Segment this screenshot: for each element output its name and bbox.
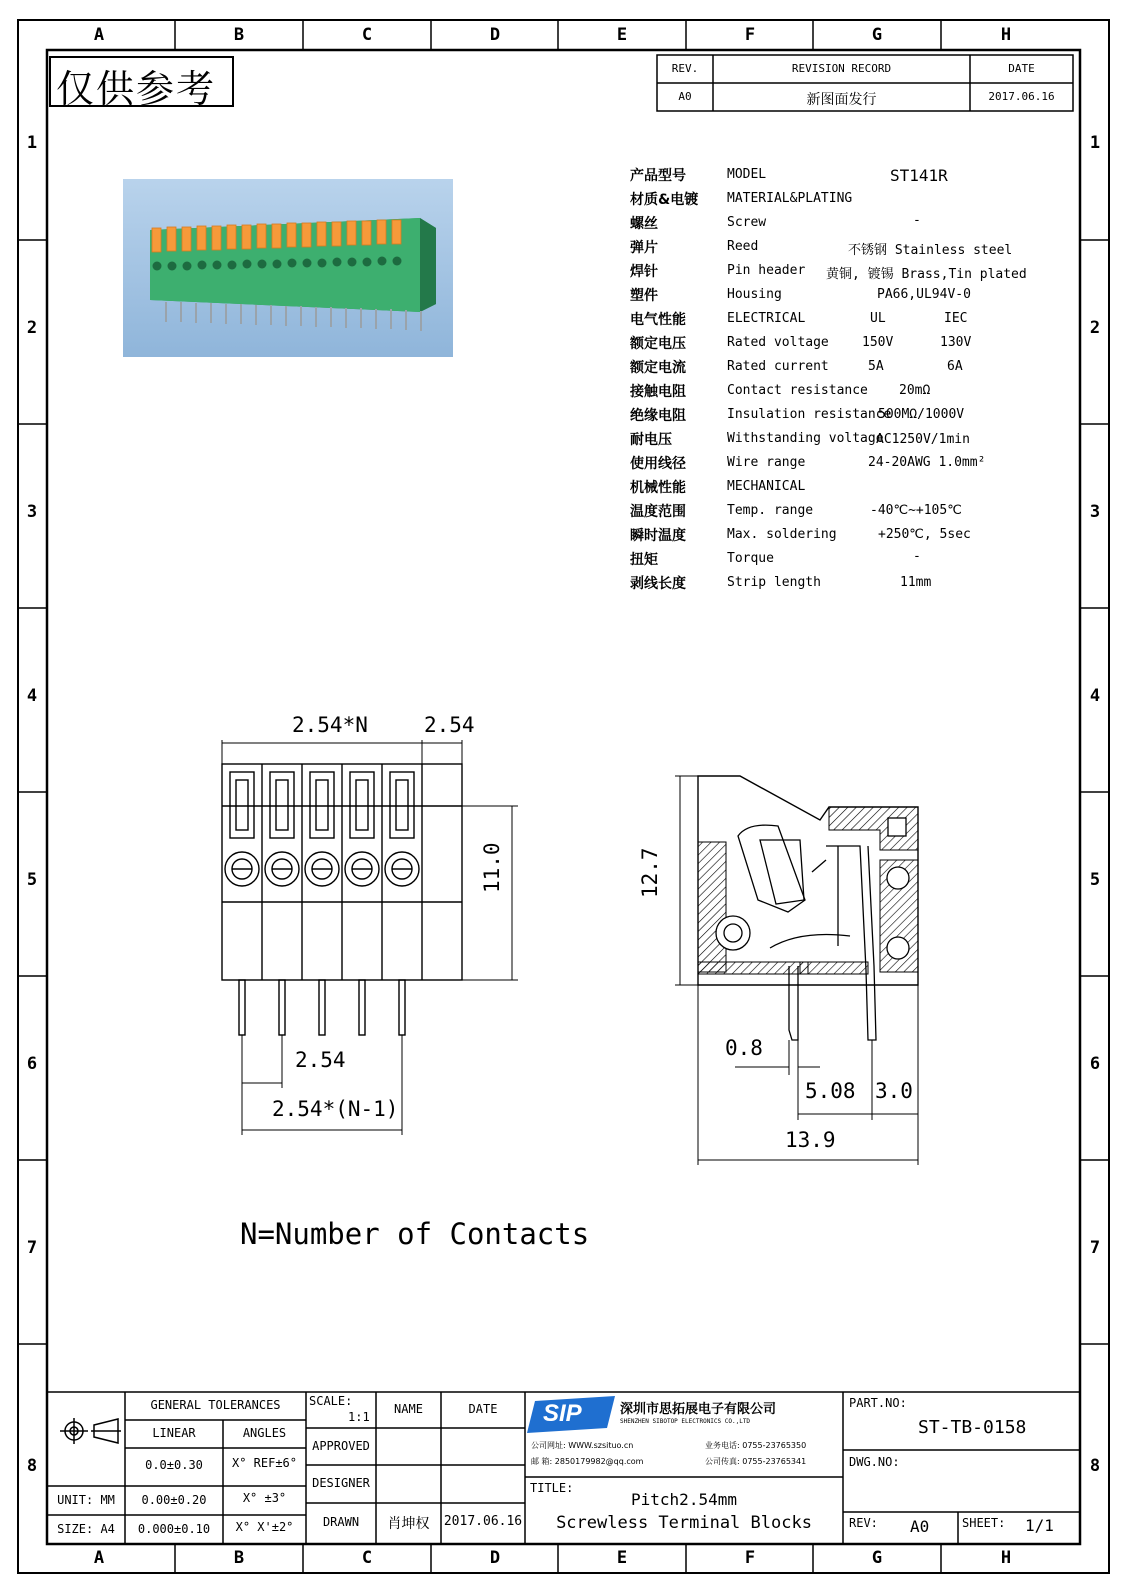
- company-name-cn: 深圳市思拓展电子有限公司: [620, 1402, 777, 1417]
- spec-value: 150V: [862, 335, 894, 350]
- grid-row-6: 6: [26, 1054, 38, 1074]
- angle-tolerance: X° ±3°: [242, 1491, 287, 1505]
- spec-cn-label: 额定电压: [630, 336, 686, 352]
- grid-col-c: C: [361, 25, 373, 45]
- size-label: SIZE: A4: [57, 1522, 115, 1536]
- dim-pitch: 2.54: [424, 713, 475, 737]
- grid-col-f: F: [744, 1548, 756, 1568]
- spec-en-label: Temp. range: [727, 503, 814, 518]
- company-fax: 公司传真: 0755-23765341: [705, 1457, 807, 1466]
- general-tolerances-label: GENERAL TOLERANCES: [150, 1398, 281, 1412]
- company-website: 公司网址: WWW.szsituo.cn: [531, 1441, 634, 1450]
- spec-en-label: Rated current: [727, 359, 829, 374]
- grid-row-7: 7: [1089, 1238, 1101, 1258]
- spec-cn-label: 扭矩: [630, 552, 658, 568]
- grid-col-h: H: [1000, 1548, 1012, 1568]
- revision-record-header: REVISION RECORD: [791, 62, 892, 75]
- contacts-note: N=Number of Contacts: [240, 1217, 590, 1251]
- grid-col-h: H: [1000, 25, 1012, 45]
- revision-record-value: 新图面发行: [806, 92, 877, 108]
- model-value: ST141R: [890, 166, 948, 185]
- spec-en-label: Contact resistance: [727, 383, 868, 398]
- grid-row-4: 4: [26, 686, 38, 706]
- spec-cn-label: 接触电阻: [630, 384, 686, 400]
- spec-en-label: Strip length: [727, 575, 821, 590]
- spec-cn-label: 绝缘电阻: [630, 408, 686, 424]
- spec-cn-label: 额定电流: [630, 360, 686, 376]
- spec-en-label: MECHANICAL: [727, 479, 806, 494]
- rev-value: A0: [910, 1517, 930, 1536]
- grid-col-a: A: [93, 25, 105, 45]
- grid-row-2: 2: [26, 318, 38, 338]
- grid-col-d: D: [489, 1548, 501, 1568]
- drawn-date: 2017.06.16: [443, 1514, 523, 1529]
- date-header: DATE: [1008, 62, 1035, 75]
- spec-en-label: Torque: [727, 551, 774, 566]
- company-phone: 业务电话: 0755-23765350: [705, 1441, 807, 1450]
- sheet-label: SHEET:: [962, 1516, 1006, 1530]
- spec-en-label: MODEL: [727, 167, 767, 182]
- spec-value: 11mm: [900, 575, 932, 590]
- linear-tolerance: 0.00±0.20: [141, 1493, 207, 1507]
- spec-value: PA66,UL94V-0: [877, 287, 971, 302]
- side-view: [698, 776, 918, 1040]
- linear-tolerance: 0.000±0.10: [137, 1522, 211, 1536]
- spec-cn-label: 焊针: [630, 264, 658, 280]
- front-view: [222, 764, 462, 1035]
- spec-cn-label: 瞬时温度: [630, 528, 686, 544]
- spec-en-label: Max. soldering: [727, 527, 837, 542]
- spec-en-label: Screw: [727, 215, 767, 230]
- spec-value: AC1250V/1min: [876, 432, 970, 447]
- grid-col-c: C: [361, 1548, 373, 1568]
- dim-pin-rear: 3.0: [875, 1079, 913, 1103]
- spec-value-2: 6A: [947, 359, 963, 374]
- grid-col-e: E: [616, 1548, 628, 1568]
- grid-col-g: G: [871, 25, 883, 45]
- spec-en-label: Insulation resistance: [727, 407, 892, 422]
- spec-cn-label: 弹片: [630, 240, 658, 256]
- drawn-name: 肖坤权: [387, 1516, 430, 1532]
- dim-pin-width: 0.8: [725, 1036, 763, 1060]
- grid-row-1: 1: [1089, 133, 1101, 153]
- grid-col-g: G: [871, 1548, 883, 1568]
- dim-pin-offset: 5.08: [805, 1079, 856, 1103]
- spec-cn-label: 剥线长度: [630, 576, 686, 592]
- grid-col-a: A: [93, 1548, 105, 1568]
- spec-cn-label: 材质&电镀: [630, 192, 699, 208]
- grid-col-f: F: [744, 25, 756, 45]
- dim-pin-span: 2.54*(N-1): [272, 1097, 399, 1121]
- spec-cn-label: 耐电压: [630, 432, 672, 448]
- angle-tolerance: X° X'±2°: [235, 1520, 294, 1534]
- revision-date-value: 2017.06.16: [988, 90, 1055, 103]
- angle-tolerance: X° REF±6°: [231, 1456, 298, 1470]
- spec-value: 20mΩ: [899, 383, 931, 398]
- linear-tolerance: 0.0±0.30: [145, 1458, 203, 1472]
- grid-col-e: E: [616, 25, 628, 45]
- logo-text: SIP: [543, 1400, 582, 1427]
- company-email: 邮 箱: 2850179982@qq.com: [531, 1457, 644, 1466]
- product-photo: [123, 179, 453, 357]
- spec-value-2: IEC: [944, 311, 968, 326]
- grid-row-8: 8: [1089, 1456, 1101, 1476]
- spec-value: -40℃~+105℃: [870, 503, 962, 518]
- company-name-en: SHENZHEN SIBOTOP ELECTRONICS CO.,LTD: [620, 1418, 751, 1425]
- spec-value: -: [913, 549, 921, 564]
- dim-pin-pitch: 2.54: [295, 1048, 346, 1072]
- spec-value: UL: [870, 311, 886, 326]
- spec-value: 黄铜, 镀锡 Brass,Tin plated: [826, 267, 1027, 282]
- spec-value: +250℃, 5sec: [878, 527, 971, 542]
- sheet-value: 1/1: [1025, 1516, 1054, 1535]
- linear-label: LINEAR: [152, 1426, 196, 1440]
- spec-cn-label: 电气性能: [630, 312, 686, 328]
- grid-row-5: 5: [1089, 870, 1101, 890]
- dim-total-depth: 13.9: [785, 1128, 836, 1152]
- angles-label: ANGLES: [242, 1426, 287, 1440]
- grid-row-4: 4: [1089, 686, 1101, 706]
- dim-height: 11.0: [480, 842, 504, 893]
- spec-en-label: Pin header: [727, 263, 806, 278]
- spec-value: 24-20AWG 1.0mm²: [868, 455, 986, 470]
- approved-label: APPROVED: [312, 1439, 370, 1453]
- grid-col-b: B: [233, 1548, 245, 1568]
- spec-value: 500MΩ/1000V: [878, 407, 965, 422]
- spec-cn-label: 机械性能: [630, 480, 686, 496]
- rev-value: A0: [678, 90, 692, 103]
- scale-label: SCALE:: [309, 1394, 353, 1408]
- drawing-title-line1: Pitch2.54mm: [631, 1490, 737, 1509]
- drawn-label: DRAWN: [322, 1515, 360, 1529]
- part-no-value: ST-TB-0158: [918, 1417, 1027, 1438]
- grid-row-5: 5: [26, 870, 38, 890]
- spec-value: 5A: [868, 359, 884, 374]
- front-dimensions: [222, 740, 518, 1135]
- spec-en-label: MATERIAL&PLATING: [727, 191, 853, 206]
- drawing-title-line2: Screwless Terminal Blocks: [556, 1513, 812, 1533]
- name-label: NAME: [394, 1402, 423, 1416]
- spec-en-label: Wire range: [727, 455, 806, 470]
- grid-row-3: 3: [26, 502, 38, 522]
- dwg-no-label: DWG.NO:: [849, 1455, 900, 1469]
- grid-row-1: 1: [26, 133, 38, 153]
- grid-row-3: 3: [1089, 502, 1101, 522]
- spec-en-label: Reed: [727, 239, 759, 254]
- spec-cn-label: 温度范围: [630, 504, 686, 520]
- spec-en-label: ELECTRICAL: [727, 311, 806, 326]
- reference-only-stamp: 仅供参考: [56, 67, 217, 111]
- dim-pitch-n: 2.54*N: [292, 713, 368, 737]
- grid-row-2: 2: [1089, 318, 1101, 338]
- designer-label: DESIGNER: [312, 1476, 370, 1490]
- spec-cn-label: 塑件: [630, 288, 658, 304]
- spec-cn-label: 使用线径: [630, 456, 686, 472]
- spec-en-label: Housing: [727, 287, 782, 302]
- spec-en-label: Withstanding voltage: [727, 431, 884, 446]
- spec-cn-label: 产品型号: [630, 168, 686, 184]
- scale-value: 1:1: [348, 1410, 370, 1424]
- spec-value: 不锈钢 Stainless steel: [848, 243, 1013, 258]
- spec-en-label: Rated voltage: [727, 335, 829, 350]
- spec-value: -: [913, 213, 921, 228]
- spec-value-2: 130V: [940, 335, 972, 350]
- unit-label: UNIT: MM: [57, 1493, 115, 1507]
- rev-header: REV.: [671, 62, 699, 75]
- grid-col-d: D: [489, 25, 501, 45]
- grid-row-8: 8: [26, 1456, 38, 1476]
- date-label: DATE: [468, 1402, 498, 1416]
- grid-row-6: 6: [1089, 1054, 1101, 1074]
- rev-label: REV:: [849, 1516, 878, 1530]
- row-ticks: [18, 240, 1109, 1344]
- projection-symbol-icon: [60, 1418, 121, 1444]
- dim-side-height: 12.7: [638, 847, 662, 898]
- part-no-label: PART.NO:: [849, 1396, 907, 1410]
- title-label: TITLE:: [530, 1481, 574, 1495]
- spec-cn-label: 螺丝: [630, 216, 658, 232]
- grid-row-7: 7: [26, 1238, 38, 1258]
- grid-col-b: B: [233, 25, 245, 45]
